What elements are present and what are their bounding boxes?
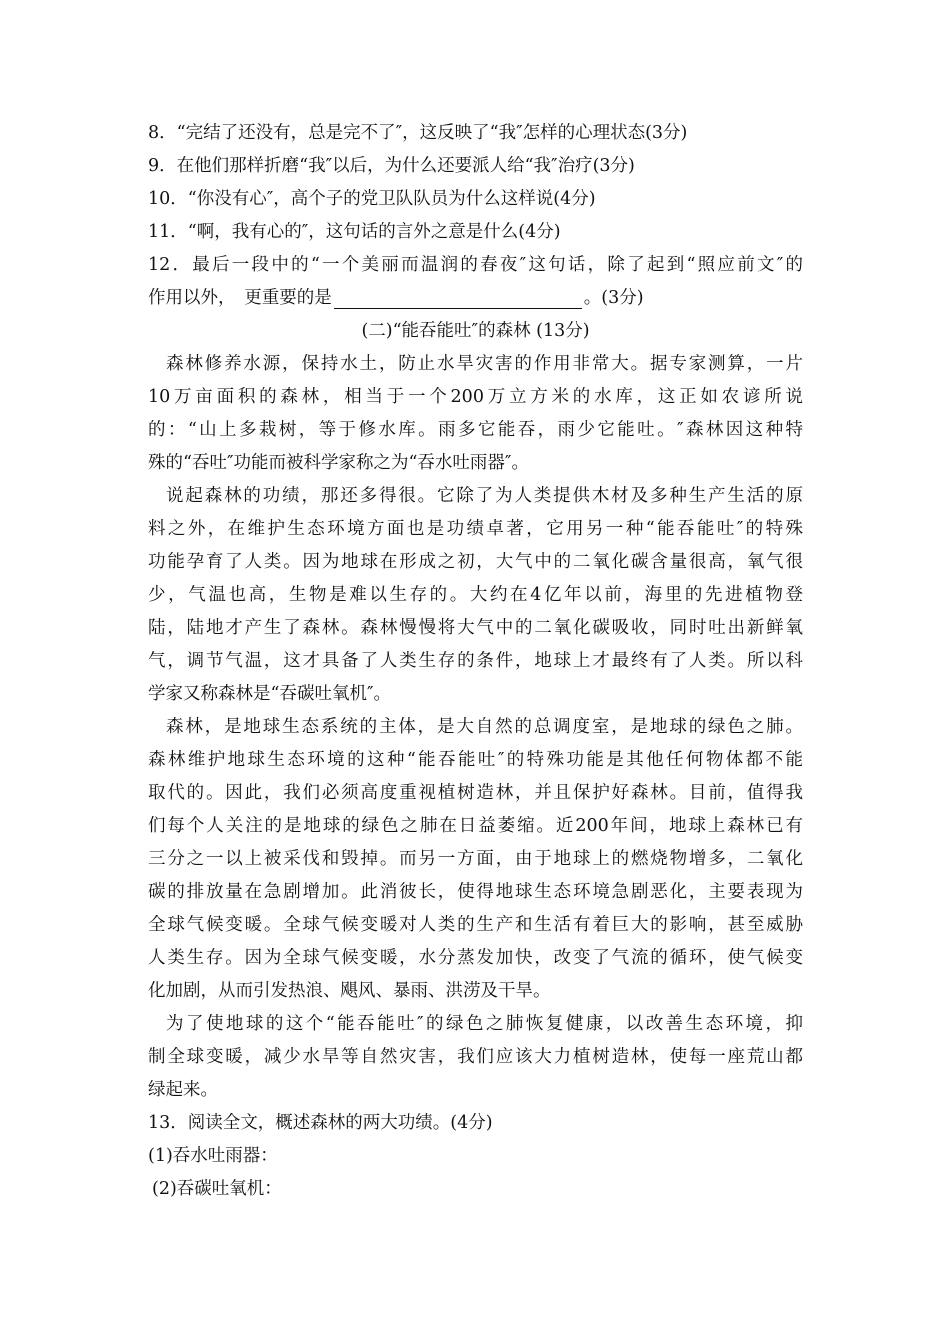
question-10: 10．“你没有心″，高个子的党卫队队员为什么这样说(4分) [148, 189, 596, 209]
paragraph-line: 森林，是地球生态系统的主体，是大自然的总调度室，是地球的绿色之肺。 [166, 717, 803, 737]
question-12-suffix: 。(3分) [583, 288, 644, 308]
paragraph-line: 碳的排放量在急剧增加。此消彼长，使得地球生态环境急剧恶化，主要表现为 [148, 882, 803, 902]
paragraph-line: 们每个人关注的是地球的绿色之肺在日益萎缩。近200年间，地球上森林已有 [148, 816, 803, 836]
question-13: 13．阅读全文，概述森林的两大功绩。(4分) [148, 1113, 493, 1133]
paragraph-line: 说起森林的功绩，那还多得很。它除了为人类提供木材及多种生产生活的原 [166, 486, 803, 506]
paragraph-line: 森林维护地球生态环境的这种“能吞能吐″的特殊功能是其他任何物体都不能 [148, 750, 803, 770]
question-9: 9．在他们那样折磨“我″以后，为什么还要派人给“我″治疗(3分) [148, 156, 635, 176]
paragraph-line: 少，气温也高，生物是难以生存的。大约在4亿年以前，海里的先进植物登 [148, 585, 803, 605]
question-8: 8．“完结了还没有，总是完不了″，这反映了“我″怎样的心理状态(3分) [148, 123, 688, 143]
answer-blank[interactable] [334, 286, 582, 309]
question-11: 11．“啊，我有心的″，这句话的言外之意是什么(4分) [148, 222, 561, 242]
paragraph-line: 陆，陆地才产生了森林。森林慢慢将大气中的二氧化碳吸收，同时吐出新鲜氧 [148, 618, 803, 638]
paragraph-line: 为了使地球的这个“能吞能吐″的绿色之肺恢复健康，以改善生态环境，抑 [166, 1014, 803, 1034]
paragraph-line: 殊的“吞吐″功能而被科学家称之为“吞水吐雨器″。 [148, 453, 529, 473]
paragraph-line: 绿起来。 [148, 1080, 218, 1100]
paragraph-line: 森林修养水源，保持水土，防止水旱灾害的作用非常大。据专家测算，一片 [166, 354, 803, 374]
question-12-line-1: 12．最后一段中的“一个美丽而温润的春夜″这句话，除了起到“照应前文″的 [148, 255, 803, 275]
paragraph-line: 的：“山上多栽树，等于修水库。雨多它能吞，雨少它能吐。″森林因这种特 [148, 420, 803, 440]
paragraph-line: 气，调节气温，这才具备了人类生存的条件，地球上才最终有了人类。所以科 [148, 651, 803, 671]
question-12-line-2 [148, 282, 803, 315]
question-13-item-1: (1)吞水吐雨器： [148, 1146, 278, 1166]
question-13-item-2: (2)吞碳吐氧机： [152, 1179, 282, 1199]
paragraph-line: 10万亩面积的森林，相当于一个200万立方米的水库，这正如农谚所说 [148, 387, 803, 407]
paragraph-line: 学家又称森林是“吞碳吐氧机″。 [148, 684, 391, 704]
question-12-prefix: 作用以外， 更重要的是 [148, 288, 332, 308]
paragraph-line: 三分之一以上被采伐和毁掉。而另一方面，由于地球上的燃烧物增多，二氧化 [148, 849, 803, 869]
paragraph-line: 制全球变暖，减少水旱等自然灾害，我们应该大力植树造林，使每一座荒山都 [148, 1047, 803, 1067]
paragraph-4 [148, 1008, 803, 1107]
paragraph-line: 功能孕育了人类。因为地球在形成之初，大气中的二氧化碳含量很高，氧气很 [148, 552, 803, 572]
paragraph-2 [148, 480, 803, 711]
paragraph-3 [148, 711, 803, 1008]
paragraph-line: 料之外，在维护生态环境方面也是功绩卓著，它用另一种“能吞能吐″的特殊 [148, 519, 803, 539]
document-page [148, 117, 803, 1206]
paragraph-1 [148, 348, 803, 480]
paragraph-line: 化加剧，从而引发热浪、飓风、暴雨、洪涝及干旱。 [148, 981, 551, 1001]
paragraph-line: 人类生存。因为全球气候变暖，水分蒸发加快，改变了气流的循环，使气候变 [148, 948, 803, 968]
paragraph-line: 取代的。因此，我们必须高度重视植树造林，并且保护好森林。目前，值得我 [148, 783, 803, 803]
section-title: (二)“能吞能吐″的森林 (13分) [361, 321, 590, 341]
paragraph-line: 全球气候变暖。全球气候变暖对人类的生产和生活有着巨大的影响，甚至威胁 [148, 915, 803, 935]
